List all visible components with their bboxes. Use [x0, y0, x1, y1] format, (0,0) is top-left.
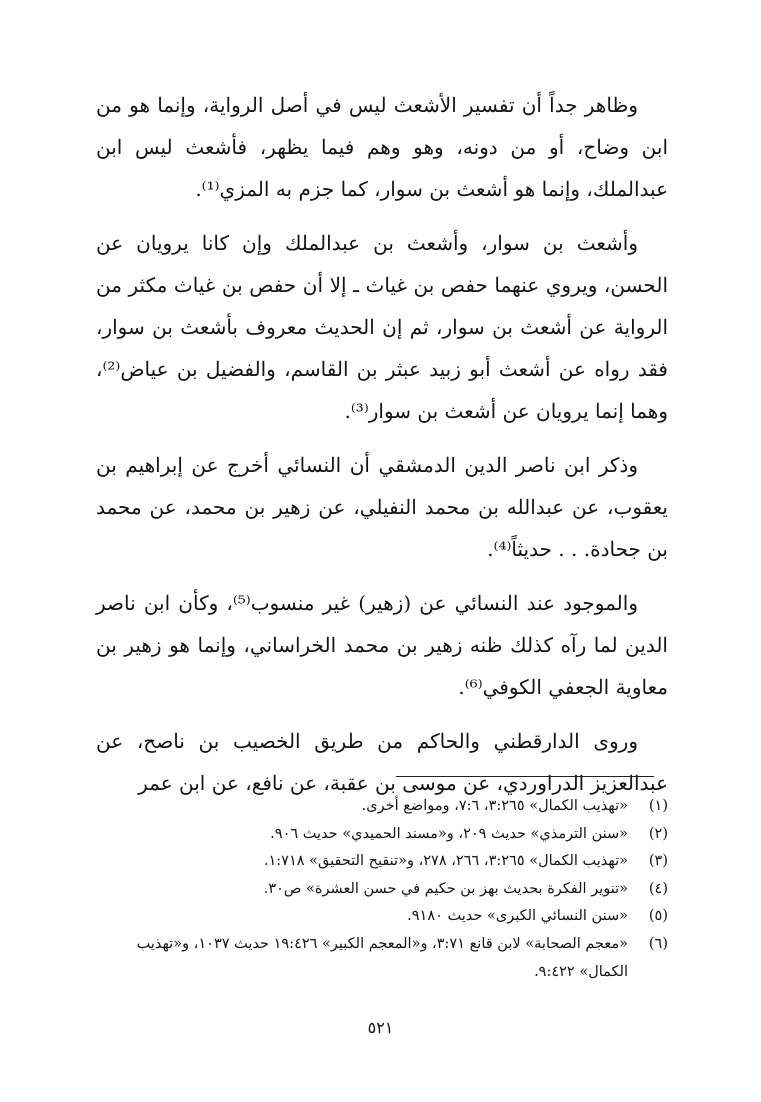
footnote-item [96, 903, 668, 931]
footnote-text: «سنن النسائي الكبرى» حديث ٩١٨٠. [407, 908, 628, 925]
footnote-text: «سنن الترمذي» حديث ٢٠٩، و«مسند الحميدي» حديث ٩٠٦. [270, 825, 628, 842]
paragraph-2: وأشعث بن سوار، وأشعث بن عبدالملك وإن كانا يرويان عن الحسن، ويروي عنهما حفص بن غياث ـ إلا أن حفص بن غياث مكثر من الرواية عن أشعث بن سوار، ثم إن الحديث معروف بأشعث بن سوار، فقد رواه عن أشعث أبو زبيد عبثر بن القاسم، والفضيل بن عياض⁽²⁾، وهما إنما يرويان عن أشعث بن سوار⁽³⁾. [96, 231, 668, 423]
paragraph-5: وروى الدارقطني والحاكم من طريق الخصيب بن ناصح، عن عبدالعزيز الدراوردي، عن موسى بن عقبة، عن نافع، عن ابن عمر [96, 729, 668, 795]
main-text [96, 84, 668, 816]
footnote-text: «تهذيب الكمال» ٣:٢٦٥، ٢٦٦، ٢٧٨، و«تنقيح التحقيق» ١:٧١٨. [263, 853, 628, 870]
footnote-number: (١) [648, 798, 668, 814]
footnote-number: (٣) [648, 853, 668, 870]
footnote-number: (٢) [648, 825, 668, 842]
footnote-number: (٥) [648, 908, 668, 925]
footnote-item [96, 876, 668, 904]
footnote-text: «تهذيب الكمال» ٣:٢٦٥، ٧:٦، ومواضع أخرى. [361, 798, 628, 814]
footnote-text: «تنوير الفكرة بحديث بهز بن حكيم في حسن العشرة» ص٣٠. [263, 880, 628, 897]
footnote-separator [396, 776, 654, 777]
footnote-item [96, 848, 668, 876]
footnote-number: (٦) [648, 935, 668, 952]
footnote-item [96, 931, 668, 986]
paragraph-3: وذكر ابن ناصر الدين الدمشقي أن النسائي أخرج عن إبراهيم بن يعقوب، عن عبدالله بن محمد النفيلي، عن زهير بن محمد، عن محمد بن جحادة. . . حديثاً⁽⁴⁾. [96, 453, 668, 561]
paragraph-1: وظاهر جداً أن تفسير الأشعث ليس في أصل الرواية، وإنما هو من ابن وضاح، أو من دونه، وهو وهم فيما يظهر، فأشعث ليس ابن عبدالملك، وإنما هو أشعث بن سوار، كما جزم به المزي⁽¹⁾. [96, 93, 668, 201]
footnote-text: «معجم الصحابة» لابن قانع ٣:٧١، و«المعجم الكبير» ١٩:٤٢٦ حديث ١٠٣٧، و«تهذيب الكمال» ٩:٤٢٢. [136, 935, 628, 980]
footnote-item [96, 821, 668, 849]
paragraph-4: والموجود عند النسائي عن (زهير) غير منسوب⁽⁵⁾، وكأن ابن ناصر الدين لما رآه كذلك ظنه زهير بن محمد الخراساني، وإنما هو زهير بن معاوية الجعفي الكوفي⁽⁶⁾. [96, 591, 668, 699]
footnote-number: (٤) [648, 880, 668, 897]
page-number: ٥٢١ [367, 1018, 394, 1037]
footnotes [96, 793, 668, 986]
footnote-item [96, 793, 668, 821]
